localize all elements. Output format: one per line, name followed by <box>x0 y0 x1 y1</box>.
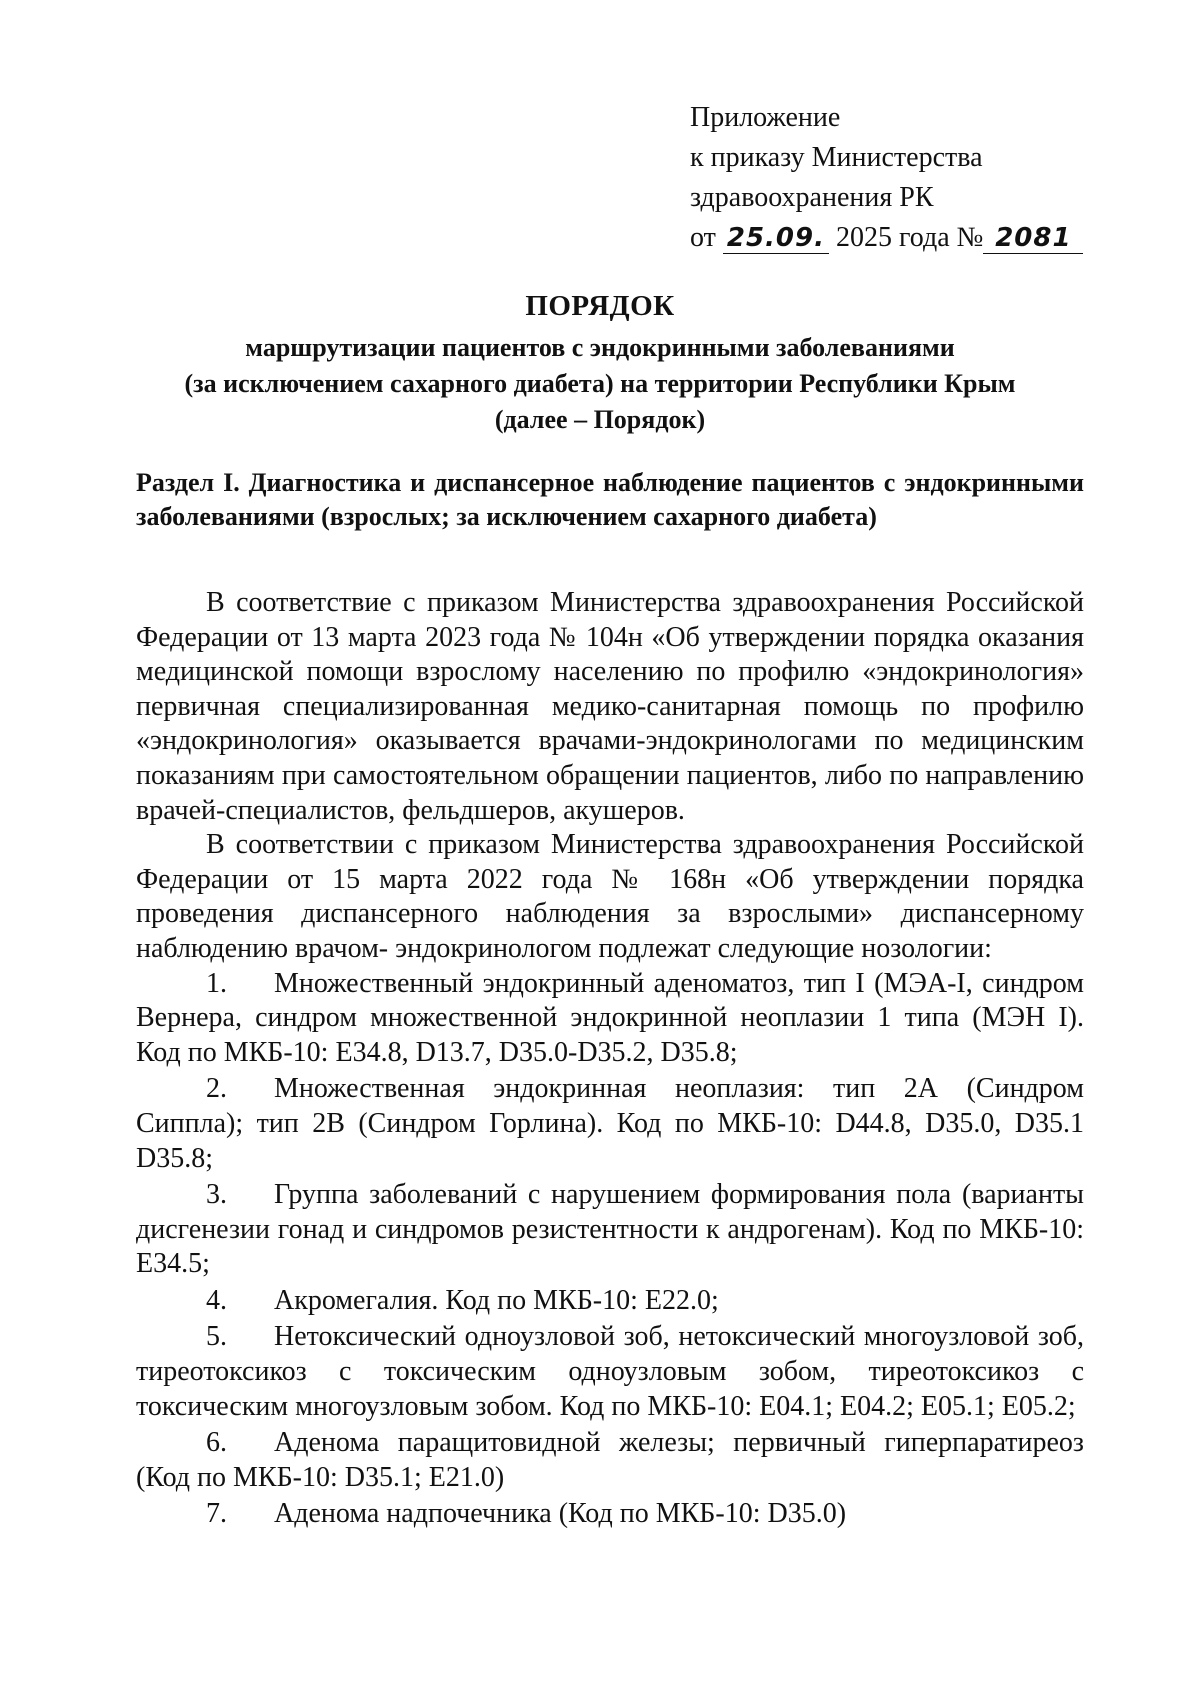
list-item <box>136 1284 1084 1319</box>
list-item <box>136 1178 1084 1282</box>
paragraph-2: В соответствии с приказом Министерства здравоохранения Российской Федерации от 15 марта 2022 года № 168н «Об утверждении порядка проведения диспансерного наблюдения за взрослыми» диспансерному наблюдению врачом- эндокринологом подлежат следующие нозологии: <box>136 829 1084 964</box>
handwritten-order-number: 2081 <box>983 223 1083 254</box>
list-item <box>136 1497 1084 1532</box>
list-item-text: Аденома паращитовидной железы; первичный гиперпаратиреоз (Код по МКБ-10: D35.1; E21.0) <box>136 1427 1084 1493</box>
subtitle-line-2: (за исключением сахарного диабета) на территории Республики Крым <box>184 369 1016 398</box>
list-item-number: 3. <box>206 1179 227 1211</box>
list-item-text: Аденома надпочечника (Код по МКБ-10: D35.0) <box>274 1498 847 1530</box>
order-year-label: 2025 года № <box>836 222 984 253</box>
order-date-prefix: от <box>690 222 716 253</box>
subtitle-line-1: маршрутизации пациентов с эндокринными заболеваниями <box>245 333 955 362</box>
handwritten-order-date: 25.09. <box>723 223 829 254</box>
document-subtitle <box>0 330 1200 438</box>
list-item-number: 5. <box>206 1321 227 1353</box>
appendix-line-3: здравоохранения РК <box>690 182 934 213</box>
subtitle-line-3: (далее – Порядок) <box>494 405 706 434</box>
list-item-text: Акромегалия. Код по МКБ-10: E22.0; <box>274 1284 719 1316</box>
list-item <box>136 1072 1084 1176</box>
list-item <box>136 1426 1084 1495</box>
list-item <box>136 967 1084 1071</box>
paragraph-1: В соответствие с приказом Министерства здравоохранения Российской Федерации от 13 марта 2023 года № 104н «Об утверждении порядка оказания медицинской помощи взрослому населению по профилю «эндокринология» первичная специализированная медико-санитарная помощь по профилю «эндокринология» оказывается врачами-эндокринологами по медицинским показаниям при самостоятельном обращении пациентов, либо по направлению врачей-специалистов, фельдшеров, акушеров. <box>136 587 1084 826</box>
list-item-number: 4. <box>206 1284 227 1316</box>
list-item-number: 7. <box>206 1498 227 1530</box>
list-item <box>136 1320 1084 1424</box>
list-item-number: 1. <box>206 967 227 999</box>
list-item-text: Множественная эндокринная неоплазия: тип 2А (Синдром Сиппла); тип 2В (Синдром Горлина). Код по МКБ-10: D44.8, D35.0, D35.1 D35.8; <box>136 1073 1084 1174</box>
document-body <box>136 586 1084 1532</box>
section-heading: Раздел I. Диагностика и диспансерное наблюдение пациентов с эндокринными заболеваниями (взрослых; за исключением сахарного диабета) <box>136 468 1084 531</box>
document-title: ПОРЯДОК <box>525 290 675 322</box>
appendix-line-4 <box>690 218 1083 258</box>
appendix-line-2: к приказу Министерства <box>690 142 983 173</box>
list-item-number: 6. <box>206 1427 227 1459</box>
list-item-number: 2. <box>206 1073 227 1105</box>
list-item-text: Группа заболеваний с нарушением формирования пола (варианты дисгенезии гонад и синдромов резистентности к андрогенам). Код по МКБ-10: E34.5; <box>136 1179 1084 1280</box>
appendix-line-1: Приложение <box>690 102 841 133</box>
list-item-text: Нетоксический одноузловой зоб, нетоксический многоузловой зоб, тиреотоксикоз с токсическим одноузловым зобом, тиреотоксикоз с токсическим многоузловым зобом. Код по МКБ-10: E04.1; E04.2; E05.1; E05.2; <box>136 1321 1084 1422</box>
appendix-header <box>690 98 1083 258</box>
list-item-text: Множественный эндокринный аденоматоз, тип I (МЭА-I, синдром Вернера, синдром множественной эндокринной неоплазии 1 типа (МЭН I). Код по МКБ-10: E34.8, D13.7, D35.0-D35.2, D35.8; <box>136 967 1084 1068</box>
